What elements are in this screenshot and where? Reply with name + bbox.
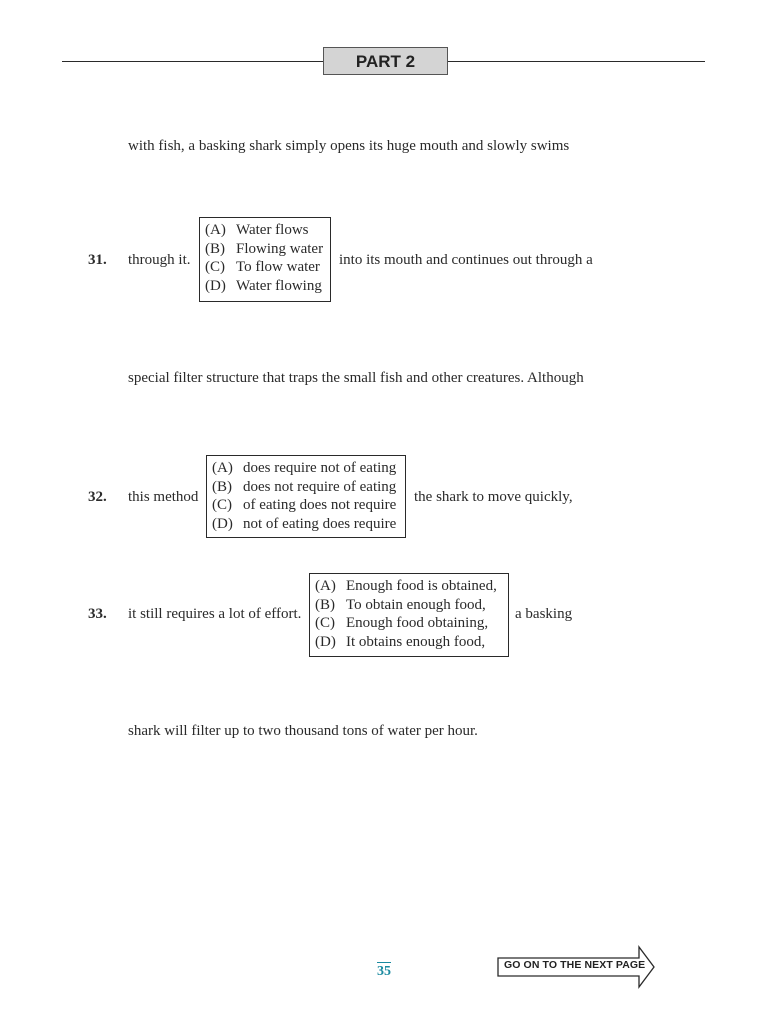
next-page-button[interactable] <box>497 945 657 990</box>
question-33-number: 33. <box>88 606 107 622</box>
page-number-overline <box>377 962 391 963</box>
next-page-label: GO ON TO THE NEXT PAGE <box>504 959 646 971</box>
passage-line-1: with fish, a basking shark simply opens its huge mouth and slowly swims <box>128 138 570 154</box>
question-33-option-a[interactable]: (A) Enough food is obtained, <box>315 578 497 594</box>
part-label: PART 2 <box>323 47 448 75</box>
question-31-choices <box>199 217 331 302</box>
question-31-number: 31. <box>88 252 107 268</box>
question-33-option-d[interactable]: (D) It obtains enough food, <box>315 633 486 650</box>
question-32-option-c[interactable]: (C) of eating does not require <box>212 497 397 514</box>
passage-line-3: special filter structure that traps the small fish and other creatures. Although <box>128 370 584 386</box>
header-rule-left <box>62 61 324 62</box>
question-32-trail-text: the shark to move quickly, <box>414 489 573 505</box>
question-33-choices <box>309 573 509 657</box>
question-33-option-b[interactable]: (B) To obtain enough food, <box>315 596 486 613</box>
question-31-option-a[interactable]: (A) Water flows <box>205 222 309 238</box>
question-31-lead-text: through it. <box>128 252 191 268</box>
question-32-option-d[interactable]: (D) not of eating does require <box>212 515 397 532</box>
page-number: 35 <box>377 964 391 979</box>
question-31-option-d[interactable]: (D) Water flowing <box>205 277 322 294</box>
question-31-trail-text: into its mouth and continues out through a <box>339 252 593 268</box>
question-33-lead-text: it still requires a lot of effort. <box>128 606 302 622</box>
question-32-number: 32. <box>88 489 107 505</box>
question-31-option-b[interactable]: (B) Flowing water <box>205 240 324 257</box>
question-32-option-a[interactable]: (A) does require not of eating <box>212 460 397 476</box>
question-31-option-c[interactable]: (C) To flow water <box>205 259 320 276</box>
question-32-option-b[interactable]: (B) does not require of eating <box>212 478 397 495</box>
header-rule-right <box>448 61 705 62</box>
passage-line-6: shark will filter up to two thousand tons of water per hour. <box>128 723 478 739</box>
question-32-lead-text: this method <box>128 489 199 505</box>
question-32-choices <box>206 455 406 538</box>
question-33-trail-text: a basking <box>515 606 573 622</box>
question-33-option-c[interactable]: (C) Enough food obtaining, <box>315 615 489 632</box>
